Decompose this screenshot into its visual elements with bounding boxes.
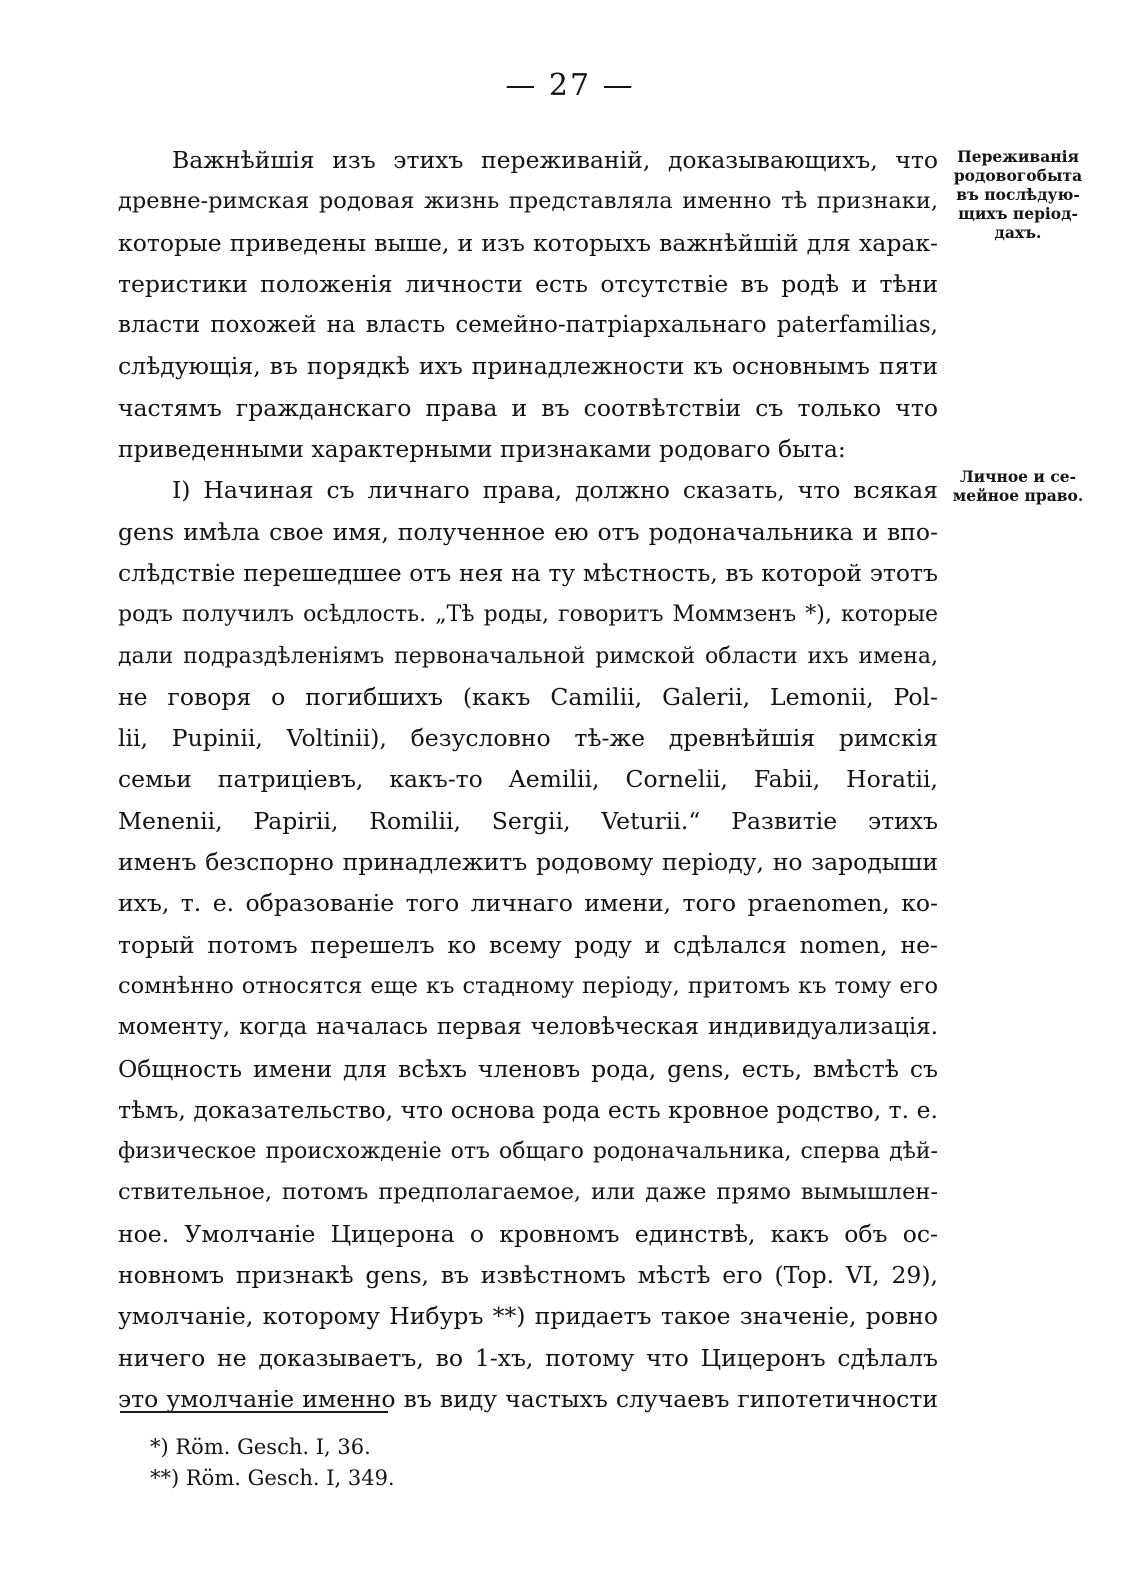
text-line: ничего не доказываетъ, во 1-хъ, потому что Цицеронъ сдѣлалъ xyxy=(118,1343,938,1372)
margin-note-line: дахъ. xyxy=(994,223,1042,242)
text-line: Общность имени для всѣхъ членовъ рода, gens, есть, вмѣстѣ съ xyxy=(118,1054,938,1083)
text-line: древне-римская родовая жизнь представляла именно тѣ признаки, xyxy=(118,188,938,215)
text-line: ное. Умолчаніе Цицерона о кровномъ единствѣ, какъ объ ос- xyxy=(118,1219,938,1248)
text-line: теристики положенія личности есть отсутствіе въ родѣ и тѣни xyxy=(118,269,938,298)
margin-note-survivals xyxy=(944,147,1092,242)
text-line: ствительное, потомъ предполагаемое, или даже прямо вымышлен- xyxy=(118,1179,938,1206)
text-line: Menenii, Papirii, Romilii, Sergii, Veturii.“ Развитіе этихъ xyxy=(118,806,938,835)
text-line: слѣдствіе перешедшее отъ нея на ту мѣстность, въ которой этотъ xyxy=(118,558,938,587)
text-line: lii, Pupinii, Voltinii), безусловно тѣ-же древнѣйшія римскія xyxy=(118,724,938,753)
text-line: моменту, когда началась первая человѣческая индивидуализація. xyxy=(118,1014,938,1041)
margin-note-line: мейное право. xyxy=(952,486,1084,505)
text-line: слѣдующія, въ порядкѣ ихъ принадлежности къ основнымъ пяти xyxy=(118,352,938,381)
page-number: — 27 — xyxy=(505,68,635,103)
margin-note-personal-family-law xyxy=(944,467,1092,505)
text-line: которые приведены выше, и изъ которыхъ важнѣйшій для харак- xyxy=(118,228,938,257)
margin-note-line: Личное и се- xyxy=(959,467,1077,486)
text-line: приведенными характерными признаками родоваго быта: xyxy=(118,435,846,464)
main-text-block xyxy=(118,140,938,1420)
text-line: Важнѣйшія изъ этихъ переживаній, доказывающихъ, что xyxy=(172,146,938,174)
margin-note-line: въ послѣдую- xyxy=(956,185,1080,204)
text-line: ихъ, т. е. образованіе того личнаго имени, того praenomen, ко- xyxy=(118,889,938,918)
text-line: частямъ гражданскаго права и въ соотвѣтствіи съ только что xyxy=(118,393,938,422)
text-line: дали подраздѣленіямъ первоначальной римской области ихъ имена, xyxy=(118,643,938,669)
text-line: семьи патриціевъ, какъ-то Aemilii, Cornelii, Fabii, Horatii, xyxy=(118,765,938,794)
text-line: не говоря о погибшихъ (какъ Camilii, Galerii, Lemonii, Pol- xyxy=(118,682,938,711)
text-line: родъ получилъ осѣдлость. „Тѣ роды, говоритъ Моммзенъ *), которые xyxy=(118,602,938,628)
text-line: тѣмъ, доказательство, что основа рода есть кровное родство, т. е. xyxy=(118,1095,938,1124)
text-line: это умолчаніе именно въ виду частыхъ случаевъ гипотетичности xyxy=(118,1384,938,1413)
margin-note-line: родовогобыта xyxy=(953,166,1083,185)
margin-note-line: щихъ період- xyxy=(958,204,1078,223)
text-line: I) Начиная съ личнаго права, должно сказать, что всякая xyxy=(172,476,938,505)
text-line: именъ безспорно принадлежитъ родовому періоду, но зародыши xyxy=(118,848,938,877)
text-line: торый потомъ перешелъ ко всему роду и сдѣлался nomen, не- xyxy=(118,930,938,959)
text-line: умолчаніе, которому Нибуръ **) придаетъ такое значеніе, ровно xyxy=(118,1302,938,1331)
text-line: сомнѣнно относятся еще къ стадному періоду, притомъ къ тому его xyxy=(118,972,938,999)
text-line: новномъ признакѣ gens, въ извѣстномъ мѣстѣ его (Top. VI, 29), xyxy=(118,1261,938,1290)
footnote: *) Röm. Gesch. I, 36. xyxy=(150,1435,371,1459)
margin-note-line: Переживанія xyxy=(957,147,1079,166)
footnote-divider xyxy=(120,1411,388,1413)
footnotes xyxy=(150,1432,395,1494)
text-line: gens имѣла свое имя, полученное ею отъ родоначальника и впо- xyxy=(118,517,938,546)
footnote: **) Röm. Gesch. I, 349. xyxy=(150,1466,395,1490)
text-line: физическое происхожденіе отъ общаго родоначальника, сперва дѣй- xyxy=(118,1139,938,1165)
text-line: власти похожей на власть семейно-патріархальнаго paterfamilias, xyxy=(118,312,938,339)
